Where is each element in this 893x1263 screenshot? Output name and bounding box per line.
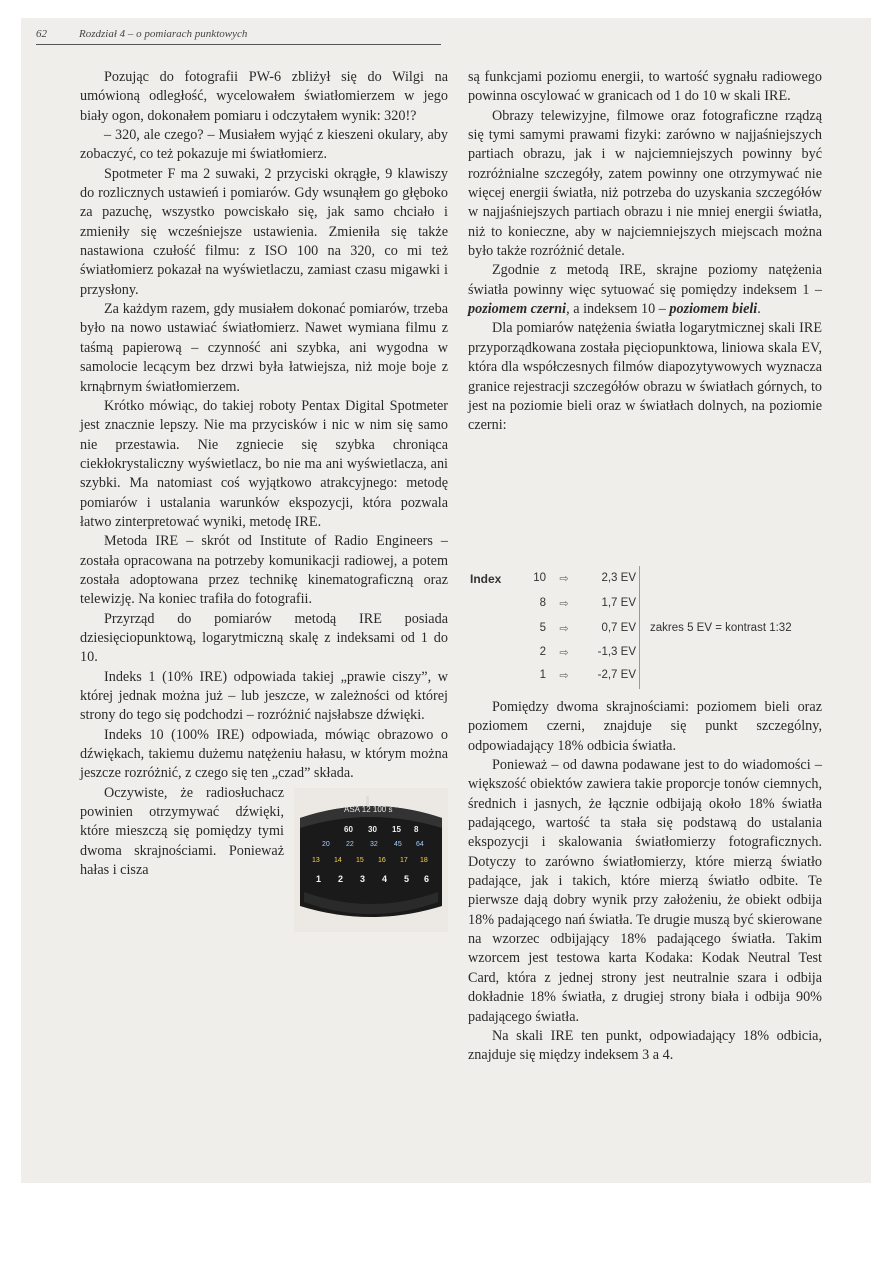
scale-tick: 22: [346, 840, 354, 848]
lens-dial-image: [294, 788, 448, 932]
text-run: .: [757, 301, 761, 318]
ire-ev-table: [470, 566, 830, 691]
ev-tick: 14: [334, 856, 342, 864]
aperture-tick: 1: [316, 873, 322, 884]
scale-tick: 45: [394, 840, 402, 848]
ev-tick: 17: [400, 856, 408, 864]
arrow-icon: ⇨: [559, 598, 569, 610]
paragraph: – 320, ale czego? – Musiałem wyjąć z kieszeni okulary, aby zobaczyć, co też pokazuje mi światłomierz.: [80, 127, 448, 163]
paragraph: [468, 261, 822, 319]
arrow-icon: ⇨: [559, 670, 569, 682]
index-value: 1: [539, 669, 546, 681]
index-label: Index: [470, 572, 502, 586]
paragraph: Obrazy telewizyjne, filmowe oraz fotograficzne rządzą się tymi samymi prawami fizyki: zarówno w najjaśniejszych partiach obrazu, jak i w najciemniejszych powinny być rozróżnialne szczegóły, zatem powinny one otrzymywać nie więcej energii światła, niż potrzeba do uzyskania szczegółów w najjaśniejszych partiach obrazu i nie mniej energii światła, niż to konieczne, aby w najciemniejszych miejscach można było także rozróżnić detale.: [468, 107, 822, 260]
arrow-icon: ⇨: [559, 623, 569, 635]
paragraph: Za każdym razem, gdy musiałem dokonać pomiarów, trzeba było na nowo ustawiać światłomierz. Nawet wymiana filmu z taśmą papierową – czynność ani szybka, ani wygodna w samolocie lecącym bez drzwi była łatwiejsza, niż moje boje z krnąbrnym światłomierzem.: [80, 301, 448, 395]
scale-tick: 32: [370, 840, 378, 848]
table-row: [470, 597, 640, 615]
ev-value: -1,3 EV: [597, 646, 636, 658]
range-note: zakres 5 EV = kontrast 1:32: [650, 622, 792, 634]
paragraph: Dla pomiarów natężenia światła logarytmicznej skali IRE przyporządkowana została pięciopunktowa, liniowa skala EV, która dla współczesnych filmów diapozytywowych wyznacza granice rejestracji szczegółów obrazu w światłach górnych, to jest na poziomie bieli oraz w światłach dolnych, na poziomie czerni:: [468, 320, 822, 434]
text-run: Zgodnie z metodą IRE, skrajne poziomy natężenia światła powinny więc sytuować się pomiędzy indeksem 1 –: [468, 262, 822, 298]
paragraph: Spotmeter F ma 2 suwaki, 2 przyciski okrągłe, 9 klawiszy do rozlicznych ustawień i pomiarów. Gdy wsunąłem go głęboko za pazuchę, wszystko powciskało się, jak samo chciało i zmieniły się wcześniejsze ustawienia. Zmieniła się także nastawiona czułość filmu: z ISO 100 na 320, co mi też światłomierz pokazał na wyświetlaczu, zamiast czasu migawki i przysłony.: [80, 165, 448, 298]
page-number: 62: [36, 28, 47, 40]
shutter-tick: 8: [414, 824, 419, 834]
ev-value: -2,7 EV: [597, 669, 636, 681]
index-value: 10: [533, 572, 546, 584]
left-column: [80, 68, 448, 932]
right-column: [468, 68, 822, 436]
ev-tick: 15: [356, 856, 364, 864]
index-value: 5: [539, 622, 546, 634]
table-divider: [639, 566, 640, 689]
paragraph: Pomiędzy dwoma skrajnościami: poziomem bieli oraz poziomem czerni, znajduje się punkt szczególny, odpowiadający 18% odbicia światła.: [468, 699, 822, 754]
ev-tick: 18: [420, 856, 428, 864]
scale-tick: 20: [322, 840, 330, 848]
paragraph: Na skali IRE ten punkt, odpowiadający 18% odbicia, znajduje się między indeksem 3 a 4.: [468, 1027, 822, 1064]
aperture-tick: 3: [360, 873, 366, 884]
table-row: [470, 622, 640, 640]
table-row: [470, 669, 640, 687]
shutter-tick: 30: [368, 824, 377, 834]
paragraph: Przyrząd do pomiarów metodą IRE posiada dziesięciopunktową, logarytmiczną skalę z indeksami od 1 do 10.: [80, 610, 448, 666]
paragraph: Indeks 10 (100% IRE) odpowiada, mówiąc obrazowo o dźwiękach, takiemu dużemu natężeniu hałasu, w którym można jeszcze rozróżnić, z czego się ten „czad” składa.: [80, 726, 448, 782]
ev-value: 2,3 EV: [601, 572, 636, 584]
scale-tick: 64: [416, 840, 424, 848]
emphasis-black-level: poziomem czerni: [468, 301, 567, 318]
paragraph: Pozując do fotografii PW-6 zbliżył się do Wilgi na umówioną odległość, wycelowałem światłomierzem w jego biały ogon, dokonałem pomiaru i odczytałem wynik: 320!?: [80, 69, 448, 124]
ev-value: 1,7 EV: [601, 597, 636, 609]
paragraph: Ponieważ – od dawna podawane jest to do wiadomości – większość obiektów zawiera takie proporcje tonów ciemnych, średnich i jasnych, że łącznie odbijają około 18% światła padającego, wartość ta stała się podstawą do ustalania ekspozycji i skalowania światłomierzy fotograficznych. Dotyczy to zarówno światłomierzy, które mierzą światło padające, jak i takich, które mierzą światło odbite. Te pierwsze dają dobry wynik przy założeniu, że obiekt odbija 18% padającego nań światła. Te drugie muszą być skierowane na wzorzec odbijający 18% padającego światła. Takim wzorcem jest testowa karta Kodaka: Kodak Neutral Test Card, która z jednej strony jest neutralnie szara i odbija dokładnie 18% światła, z drugiej strony biała i odbija 90% padającego światła.: [468, 757, 822, 1025]
ev-tick: 16: [378, 856, 386, 864]
paragraph: Metoda IRE – skrót od Institute of Radio Engineers – została opracowana na potrzeby komunikacji radiowej, a potem została adoptowana przez technikę kinematograficzną oraz telewizję. Na koniec trafiła do fotografii.: [80, 533, 448, 608]
text-run: , a indeksem 10 –: [566, 301, 670, 318]
index-value: 8: [539, 597, 546, 609]
table-row: [470, 572, 640, 590]
ev-tick: 13: [312, 856, 320, 864]
paragraph: Indeks 1 (10% IRE) odpowiada takiej „prawie ciszy”, w której jednak można już – lub jeszcze, w zależności od której strony do tego się podchodzi – rozróżnić najsłabsze dźwięki.: [80, 668, 448, 724]
aperture-tick: 2: [338, 873, 344, 884]
asa-scale: ASA 12 100 s: [344, 804, 393, 814]
table-row: [470, 646, 640, 664]
chapter-title: Rozdział 4 – o pomiarach punktowych: [79, 28, 248, 40]
running-header: [36, 28, 441, 45]
paragraph: Krótko mówiąc, do takiej roboty Pentax Digital Spotmeter jest znacznie lepszy. Nie ma przycisków i nic w nim się samo nie przestawia. Nie zgniecie się szybka chroniąca ciekłokrystaliczny wyświetlacz, bo nie ma ani wyświetlacza, ani szybki. Ma natomiast coś wyjątkowo atrakcyjnego: metodę pomiarów i ustalania warunków ekspozycji, która pozwala łatwo zinterpretować wyniki, metodę IRE.: [80, 397, 448, 530]
aperture-tick: 5: [404, 873, 410, 884]
right-column-continued: [468, 698, 822, 1066]
shutter-tick: 15: [392, 824, 401, 834]
paragraph: Oczywiste, że radiosłuchacz powinien otrzymywać dźwięki, które mieszczą się pomiędzy tymi dwoma skrajnościami. Ponieważ hałas i cisza: [80, 784, 284, 879]
aperture-tick: 6: [424, 873, 430, 884]
lens-photo: [294, 788, 448, 932]
index-value: 2: [539, 646, 546, 658]
arrow-icon: ⇨: [559, 647, 569, 659]
shutter-tick: 60: [344, 824, 353, 834]
aperture-tick: 4: [382, 873, 388, 884]
arrow-icon: ⇨: [559, 573, 569, 585]
emphasis-white-level: poziomem bieli: [669, 301, 758, 318]
paragraph: są funkcjami poziomu energii, to wartość sygnału radiowego powinna oscylować w granicach od 1 do 10 w skali IRE.: [468, 69, 822, 105]
ev-value: 0,7 EV: [601, 622, 636, 634]
